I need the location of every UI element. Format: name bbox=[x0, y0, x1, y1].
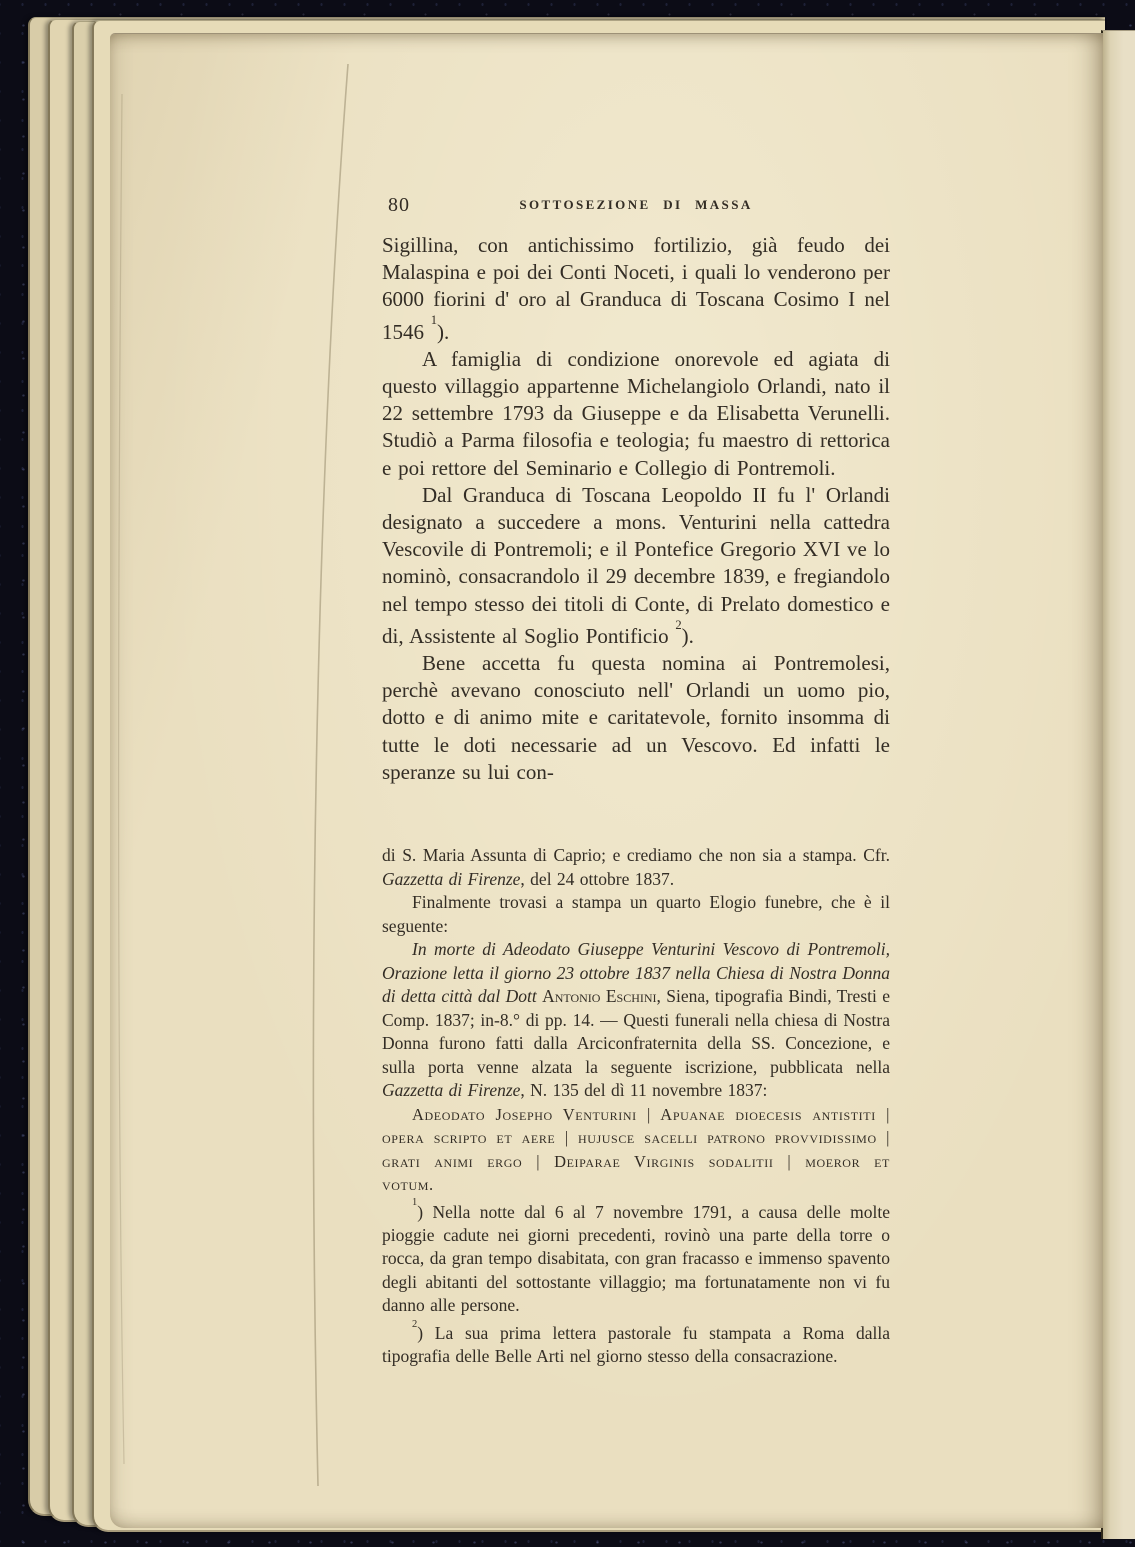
footnote-ref-2: 2 bbox=[675, 617, 682, 632]
facing-page-gutter-edge bbox=[1101, 30, 1135, 1539]
text-run: ) Nella notte dal 6 al 7 novembre 1791, a causa delle molte pioggie cadute nei giorni precedenti, rovinò una parte della torre o rocca, da gran tempo disabitata, con gran fracasso e immenso spavento degli abitanti del sottostante villaggio; ma fortunatamente non vi fu danno alle persone. bbox=[382, 1201, 890, 1316]
footnotes-block bbox=[382, 844, 890, 1369]
page-number: 80 bbox=[388, 194, 410, 216]
paragraph: A famiglia di condizione onorevole ed agiata di questo villaggio appartenne Michelangiolo Orlandi, nato il 22 settembre 1793 da Giuseppe e da Elisabetta Verunelli. Studiò a Parma filosofia e teologia; fu maestro di rettorica e poi rettore del Seminario e Collegio di Pontremoli. bbox=[382, 346, 890, 480]
text-run: ) La sua prima lettera pastorale fu stampata a Roma dalla tipografia delle Belle Arti nel giorno stesso della consacrazione. bbox=[382, 1322, 890, 1367]
footnote-paragraph bbox=[382, 938, 890, 1103]
book-page bbox=[110, 33, 1103, 1528]
text-run: di S. Maria Assunta di Caprio; e crediamo che non sia a stampa. Cfr. bbox=[382, 845, 890, 866]
italic-title-run: In morte di Adeodato Giuseppe Venturini Vescovo di Pontremoli, Orazione letta il giorno 23 ottobre 1837 nella Chiesa di Nostra Donna di detta città dal Dott bbox=[382, 939, 890, 1007]
text-run: Sigillina, con antichissimo fortilizio, già feudo dei Malaspina e poi dei Conti Noceti, i quali lo venderono per 6000 fiorini d' oro al Granduca di Toscana Cosimo I nel 1546 bbox=[382, 233, 890, 344]
paragraph: Bene accetta fu questa nomina ai Pontremolesi, perchè avevano conosciuto nell' Orlandi un uomo pio, dotto e di animo mite e caritatevole, fornito insomma di tutte le doti necessarie ad un Vescovo. Ed infatti le speranze su lui con- bbox=[382, 651, 890, 784]
footnote-ref-1: 1 bbox=[430, 313, 438, 328]
smallcaps-name-run: Antonio Eschini bbox=[542, 986, 657, 1007]
page-content bbox=[382, 194, 890, 1369]
paragraph bbox=[382, 482, 890, 650]
body-text bbox=[382, 232, 890, 786]
footnote-paragraph bbox=[382, 1318, 890, 1369]
italic-title-run: Gazzetta di Firenze bbox=[382, 868, 521, 889]
text-run: ). bbox=[437, 319, 450, 344]
latin-inscription: Adeodato Josepho Venturini | Apuanae dioecesis antistiti | opera scripto et aere | hujusce sacelli patrono provvidissimo | grati animi ergo | Deiparae Virginis sodalitii | moeror et votum. bbox=[382, 1104, 890, 1195]
footnote-marker-1: 1 bbox=[412, 1197, 418, 1209]
text-run: Dal Granduca di Toscana Leopoldo II fu l' Orlandi designato a succedere a mons. Venturini nella cattedra Vescovile di Pontremoli; e il Pontefice Gregorio XVI ve lo nominò, consacrandolo il 29 decembre 1839, e fregiandolo nel tempo stesso dei titoli di Conte, di Prelato domestico e di, Assistente al Soglio Pontificio bbox=[382, 482, 890, 648]
text-run: , Siena, tipografia Bindi, Tresti e Comp. 1837; in-8.° di pp. 14. — Questi funerali nella chiesa di Nostra Donna furono fatti dalla Arciconfraternita della SS. Concezione, e sulla porta venne alzata la seguente iscrizione, pubblicata nella bbox=[382, 986, 891, 1077]
footnote-marker-2: 2 bbox=[412, 1318, 418, 1330]
italic-title-run: Gazzetta di Firenze bbox=[382, 1080, 521, 1101]
footnote-paragraph bbox=[382, 1197, 890, 1318]
footnote-paragraph bbox=[382, 844, 890, 891]
running-title: SOTTOSEZIONE DI MASSA bbox=[519, 197, 753, 212]
text-run: , N. 135 del dì 11 novembre 1837: bbox=[520, 1080, 768, 1101]
text-run: ). bbox=[681, 623, 694, 648]
page-header bbox=[382, 194, 890, 218]
footnote-paragraph: Finalmente trovasi a stampa un quarto Elogio funebre, che è il seguente: bbox=[382, 892, 890, 936]
text-run: , del 24 ottobre 1837. bbox=[520, 868, 675, 889]
paragraph bbox=[382, 232, 890, 346]
